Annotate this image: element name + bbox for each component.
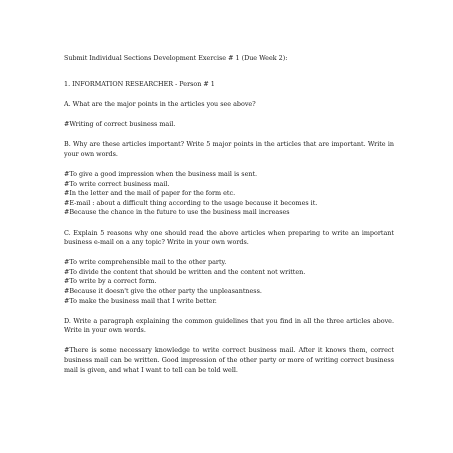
question-b: B. Why are these articles important? Write 5 major points in the articles that are important. Write in your own words. [64,140,394,158]
answer-c-item: #To write comprehensible mail to the other party. [64,258,227,267]
answer-d-paragraph: #There is some necessary knowledge to write correct business mail. After it knows them, correct business mail can be written. Good impression of the other party or more of writing correct business mail is given, and what I want to tell can be told well. [64,346,394,374]
document-title: Submit Individual Sections Development Exercise # 1 (Due Week 2): [64,54,288,62]
answer-b-item: #E-mail : about a difficult thing according to the usage because it becomes it. [64,198,318,207]
answer-c-item: #To make the business mail that I write better. [64,296,217,305]
answer-c-item: #To divide the content that should be written and the content not written. [64,267,306,276]
answer-b-item: #To write correct business mail. [64,179,170,188]
question-c: C. Explain 5 reasons why one should read the above articles when preparing to write an important business e-mail on a any topic? Write in your own words. [64,228,394,247]
answer-c-item: #Because it doesn't give the other party the unpleasantness. [64,287,262,295]
answer-c-item: #To write by a correct form. [64,277,157,286]
question-a: A. What are the major points in the articles you see above? [64,100,256,109]
answer-b-item: #In the letter and the mail of paper for the form etc. [64,189,236,198]
section-heading: 1. INFORMATION RESEARCHER - Person # 1 [64,80,215,89]
answer-b-item: #Because the chance in the future to use the business mail increases [64,208,290,217]
document-body [64,54,394,375]
question-d: D. Write a paragraph explaining the common guidelines that you find in all the three articles above. Write in your own words. [64,316,394,335]
answer-a-item: #Writing of correct business mail. [64,120,176,129]
answer-b-item: #To give a good impression when the business mail is sent. [64,170,258,179]
